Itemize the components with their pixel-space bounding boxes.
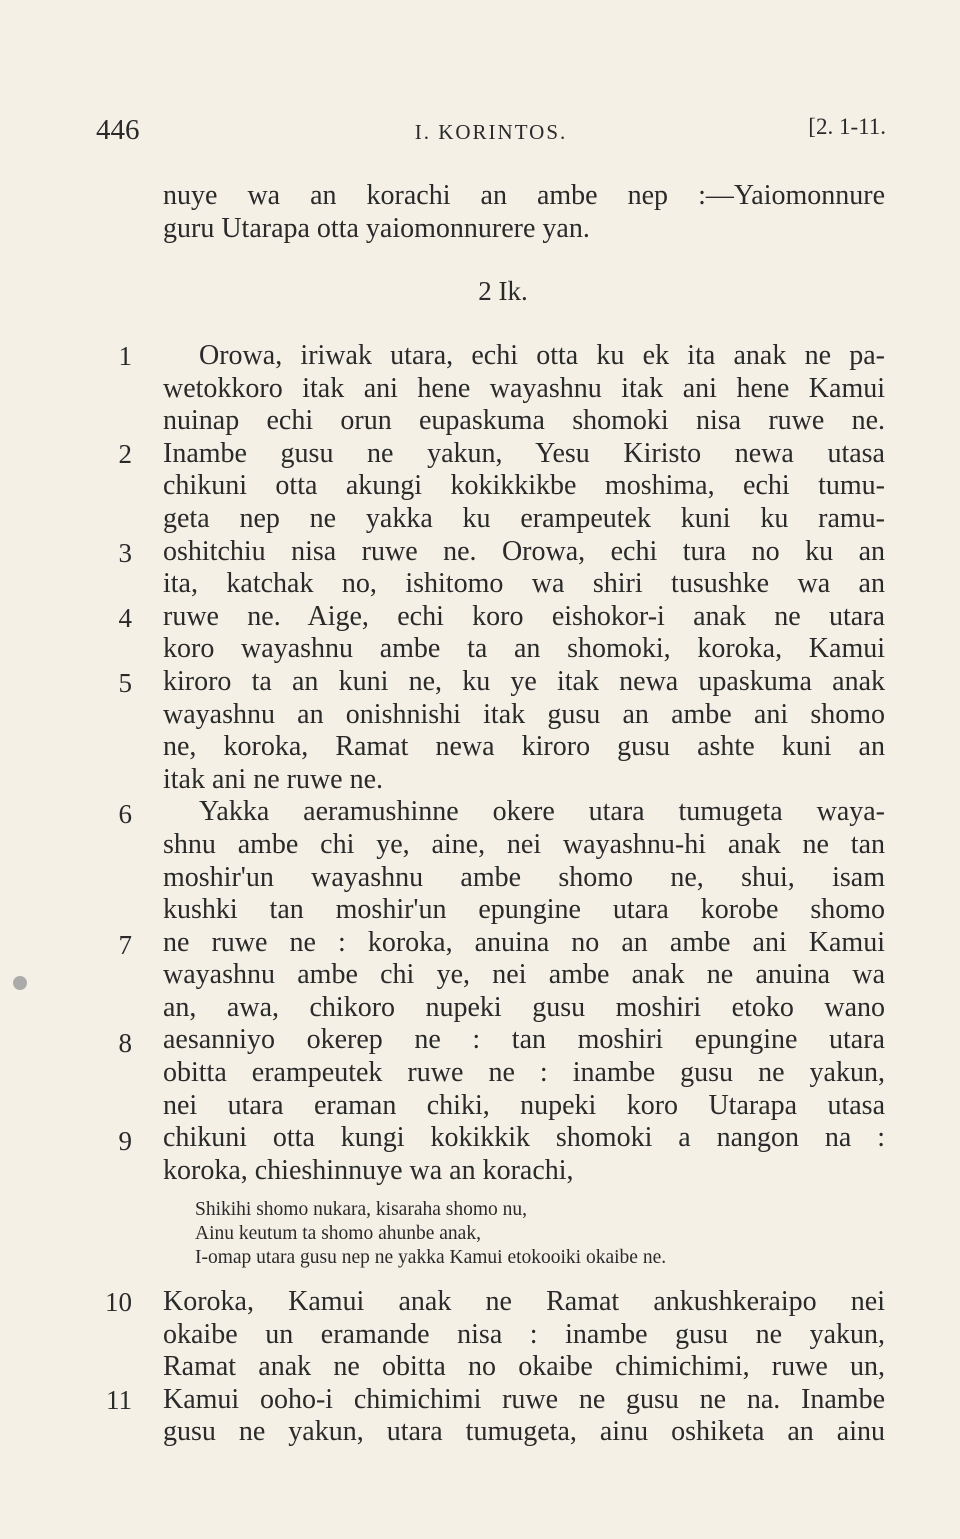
text-line: Yakka aeramushinne okere utara tumugeta waya- — [199, 796, 885, 828]
page-number: 446 — [96, 114, 140, 146]
text-line: Ramat anak ne obitta no okaibe chimichimi, ruwe un, — [163, 1351, 885, 1383]
text-line: obitta erampeutek ruwe ne : inambe gusu ne yakun, — [163, 1057, 885, 1089]
running-title: I. KORINTOS. — [414, 120, 568, 144]
text-line: aesanniyo okerep ne : tan moshiri epungine utara — [163, 1024, 885, 1056]
verse-number: 2 — [118, 439, 132, 469]
text-line: kushki tan moshir'un epungine utara korobe shomo — [163, 894, 885, 926]
text-line: nei utara eraman chiki, nupeki koro Utarapa utasa — [163, 1089, 885, 1121]
verse-line: I-omap utara gusu nep ne yakka Kamui etokooiki okaibe ne. — [195, 1247, 667, 1268]
text-line: ne ruwe ne : koroka, anuina no an ambe ani Kamui — [163, 926, 885, 958]
text-line: okaibe un eramande nisa : inambe gusu ne yakun, — [163, 1318, 885, 1350]
text-line: shnu ambe chi ye, aine, nei wayashnu-hi anak ne tan — [163, 828, 885, 860]
text-line: nuinap echi orun eupaskuma shomoki nisa ruwe ne. — [163, 405, 885, 437]
text-line: Koroka, Kamui anak ne Ramat ankushkeraipo nei — [163, 1286, 885, 1317]
text-line: chikuni otta kungi kokikkik shomoki a nangon na : — [163, 1122, 885, 1154]
ink-blot — [13, 976, 27, 990]
intro-paragraph — [163, 180, 885, 245]
text-line: ne, koroka, Ramat newa kiroro gusu ashte kuni an — [163, 731, 885, 763]
text-line: Inambe gusu ne yakun, Yesu Kiristo newa utasa — [163, 437, 885, 469]
text-line: kiroro ta an kuni ne, ku ye itak newa upaskuma anak — [163, 665, 885, 697]
chapter-heading-text: 2 Ik. — [478, 276, 528, 306]
text-line: Kamui ooho-i chimichimi ruwe ne gusu ne na. Inambe — [163, 1383, 885, 1415]
verse-line: Shikihi shomo nukara, kisaraha shomo nu, — [195, 1199, 528, 1220]
text-line: gusu ne yakun, utara tumugeta, ainu oshiketa an ainu — [163, 1416, 885, 1448]
text-line: chikuni otta akungi kokikkikbe moshima, echi tumu- — [163, 470, 885, 502]
text-line: wayashnu ambe chi ye, nei ambe anak ne anuina wa — [163, 959, 885, 991]
chapter-body-continued — [163, 1286, 885, 1449]
text-line: oshitchiu nisa ruwe ne. Orowa, echi tura no ku an — [163, 535, 885, 567]
page-header — [96, 114, 886, 150]
verse-number: 11 — [106, 1385, 132, 1415]
text-line: itak ani ne ruwe ne. — [163, 763, 384, 795]
text-line: ruwe ne. Aige, echi koro eishokor-i anak ne utara — [163, 600, 885, 632]
text-line: Orowa, iriwak utara, echi otta ku ek ita anak ne pa- — [199, 340, 885, 371]
verse-number: 8 — [118, 1028, 132, 1058]
text-line: koro wayashnu ambe ta an shomoki, koroka, Kamui — [163, 633, 885, 665]
verse-number: 9 — [118, 1126, 132, 1156]
text-line: nuye wa an korachi an ambe nep :—Yaiomonnure — [163, 180, 885, 211]
text-line: moshir'un wayashnu ambe shomo ne, shui, isam — [163, 861, 885, 893]
verse-number: 6 — [118, 799, 132, 829]
text-line: an, awa, chikoro nupeki gusu moshiri etoko wano — [163, 991, 885, 1023]
verse-number: 10 — [105, 1287, 132, 1317]
verse-line: Ainu keutum ta shomo ahunbe anak, — [195, 1223, 481, 1244]
text-line: ita, katchak no, ishitomo wa shiri tusushke wa an — [163, 568, 885, 600]
text-line: koroka, chieshinnuye wa an korachi, — [163, 1154, 574, 1186]
text-line: geta nep ne yakka ku erampeutek kuni ku ramu- — [163, 502, 885, 534]
verse-number: 1 — [118, 341, 132, 371]
verse-number: 5 — [118, 668, 132, 698]
chapter-verse-reference: [2. 1-11. — [808, 114, 886, 139]
verse-number: 3 — [118, 538, 132, 568]
text-line: wayashnu an onishnishi itak gusu an ambe ani shomo — [163, 698, 885, 730]
chapter-body — [163, 340, 885, 1187]
quoted-verse — [195, 1198, 895, 1270]
verse-number: 4 — [118, 603, 132, 633]
text-line: wetokkoro itak ani hene wayashnu itak ani hene Kamui — [163, 372, 885, 404]
text-line: guru Utarapa otta yaiomonnurere yan. — [163, 212, 590, 244]
verse-number: 7 — [118, 930, 132, 960]
chapter-heading — [0, 276, 960, 307]
